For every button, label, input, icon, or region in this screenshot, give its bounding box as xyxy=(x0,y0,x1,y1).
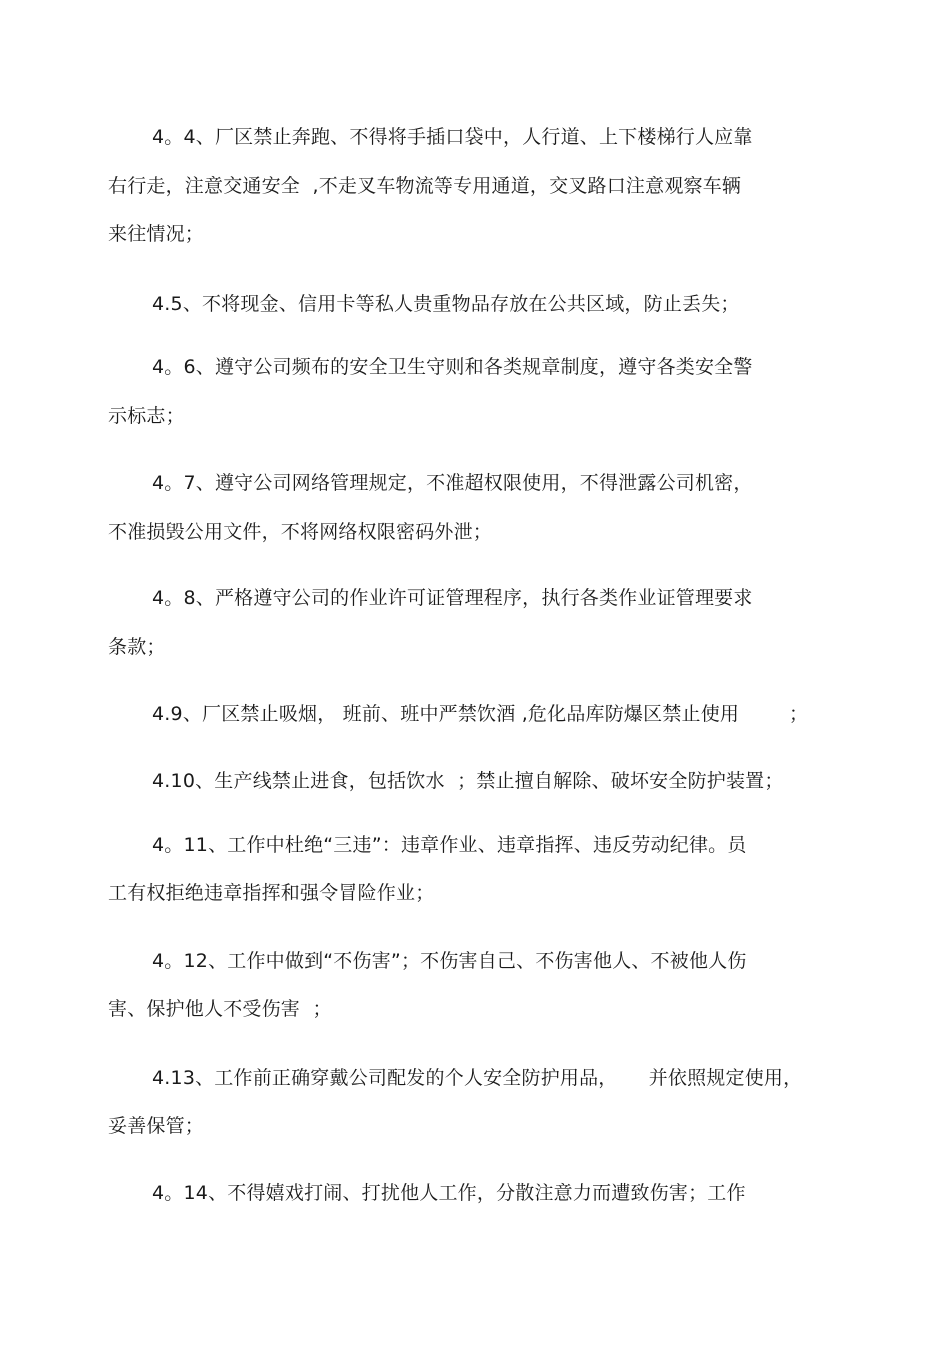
text-line: 4.13、工作前正确穿戴公司配发的个人安全防护用品， 并依照规定使用， xyxy=(152,1067,803,1089)
text-line: 妥善保管； xyxy=(108,1115,205,1137)
text-line: 工有权拒绝违章指挥和强令冒险作业； xyxy=(108,882,435,904)
text-line: 4.5、不将现金、信用卡等私人贵重物品存放在公共区域，防止丢失； xyxy=(152,293,740,315)
text-line: 不准损毁公用文件，不将网络权限密码外泄； xyxy=(108,521,493,543)
text-line: 4。11、工作中杜绝“三违”：违章作业、违章指挥、违反劳动纪律。员 xyxy=(152,834,747,856)
text-line: 害、保护他人不受伤害 ； xyxy=(108,998,332,1020)
text-line: 4。8、严格遵守公司的作业许可证管理程序，执行各类作业证管理要求 xyxy=(152,587,753,609)
text-line: 4。4、厂区禁止奔跑、不得将手插口袋中，人行道、上下楼梯行人应靠 xyxy=(152,126,753,148)
text-line: 条款； xyxy=(108,636,166,658)
text-line: 4。12、工作中做到“不伤害”；不伤害自己、不伤害他人、不被他人伤 xyxy=(152,950,747,972)
text-line: 4.9、厂区禁止吸烟， 班前、班中严禁饮酒 ,危化品库防爆区禁止使用 ； xyxy=(152,703,809,725)
text-line: 4。7、遵守公司网络管理规定，不准超权限使用，不得泄露公司机密， xyxy=(152,472,753,494)
text-line: 示标志； xyxy=(108,405,185,427)
text-line: 4。6、遵守公司频布的安全卫生守则和各类规章制度，遵守各类安全警 xyxy=(152,356,753,378)
text-line: 来往情况； xyxy=(108,223,205,245)
text-line: 4。14、不得嬉戏打闹、打扰他人工作，分散注意力而遭致伤害；工作 xyxy=(152,1182,746,1204)
text-line: 右行走，注意交通安全 ,不走叉车物流等专用通道，交叉路口注意观察车辆 xyxy=(108,175,742,197)
text-line: 4.10、生产线禁止进食，包括饮水 ；禁止擅自解除、破坏安全防护装置； xyxy=(152,770,784,792)
